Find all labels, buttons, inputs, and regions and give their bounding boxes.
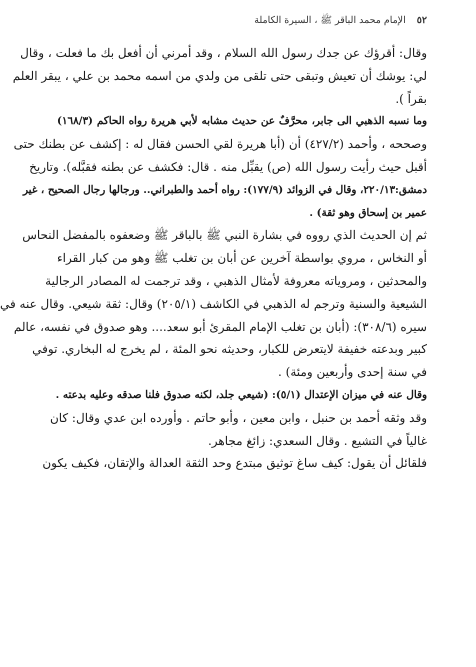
body-text: [0, 42, 427, 475]
text-line: أو النخاس ، مروي بواسطة آخرين عن أبان بن تغلب ﷺ وهو من كبار القراء: [57, 251, 427, 266]
text-line: غالياً في التشيع . وقال السعدي: زائغ مجاهر.: [207, 433, 427, 448]
text-line: أقبل حيث رأيت رسول الله (ص) يقبِّل منه . قال: فكشف عن بطنه فقبَّله). وتاريخ: [29, 159, 427, 174]
text-line: والمحدثين ، ومروياته معروفة لأمثال الذهبي ، وقد ترجمت له المصادر الرجالية: [45, 273, 427, 288]
text-line: وقال: أقرؤك عن جدك رسول الله السلام ، وقد أمرني أن أفعل بك ما فعلت ، وقال: [20, 46, 427, 60]
note-line: وقال عنه في ميزان الإعتدال (٥/١): (شيعي جلد، لكنه صدوق فلنا صدقه وعليه بدعته .: [55, 388, 427, 401]
text-line: سيره (٣٠٨/٦): (أبان بن تغلب الإمام المقرئ أبو سعد.... وهو صدوق في نفسه، عالم: [13, 319, 427, 334]
text-line: الشيعية والسنية وترجم له الذهبي في الكاشف (٢٠٥/١) وقال: ثقة شيعي. وقال عنه في: [0, 296, 427, 311]
note-line: دمشق:٢٢٠/١٣، وقال في الزوائد (١٧٧/٩): رواه أحمد والطبراني.. ورجالها رجال الصحيح ، غير: [22, 183, 427, 196]
text-line: كبير وبدعته خفيفة لايتعرض للكبار، وحديثه نحو المئة ، لم يخرج له البخاري. توفي: [32, 342, 427, 357]
text-line: فلقائل أن يقول: كيف ساغ توثيق مبتدع وحد الثقة العدالة والإتقان، فكيف يكون: [42, 456, 427, 471]
text-line: ثم إن الحديث الذي رووه في بشارة النبي ﷺ بالباقر ﷺ وضعفوه بالمفضل النحاس: [22, 228, 427, 243]
running-title: الإمام محمد الباقر ﷺ ، السيرة الكاملة: [254, 15, 406, 26]
text-line: بقراً ).: [395, 91, 427, 106]
page-header: [57, 14, 427, 28]
page-number: ٥٢: [416, 15, 427, 26]
text-line: وصححه ، وأحمد (٤٢٧/٢) أن (أبا هريرة لقي الحسن فقال له : إكشف عن بطنك حتى: [13, 137, 427, 152]
note-line: وما نسبه الذهبي الى جابر، محرَّفٌ عن حديث مشابه لأبي هريرة رواه الحاكم (١٦٨/٣): [57, 115, 427, 128]
text-line: لي: يوشك أن تعيش وتبقى حتى تلقى من ولدي من اسمه محمد بن علي ، يبقر العلم: [12, 68, 427, 83]
text-line: وقد وثقه أحمد بن حنبل ، وابن معين ، وأبو حاتم . وأورده ابن عدي وقال: كان: [49, 410, 427, 425]
text-line: في سنة إحدى وأربعين ومئة) .: [278, 365, 427, 380]
note-line: عمير بن إسحاق وهو ثقة) .: [309, 206, 427, 219]
